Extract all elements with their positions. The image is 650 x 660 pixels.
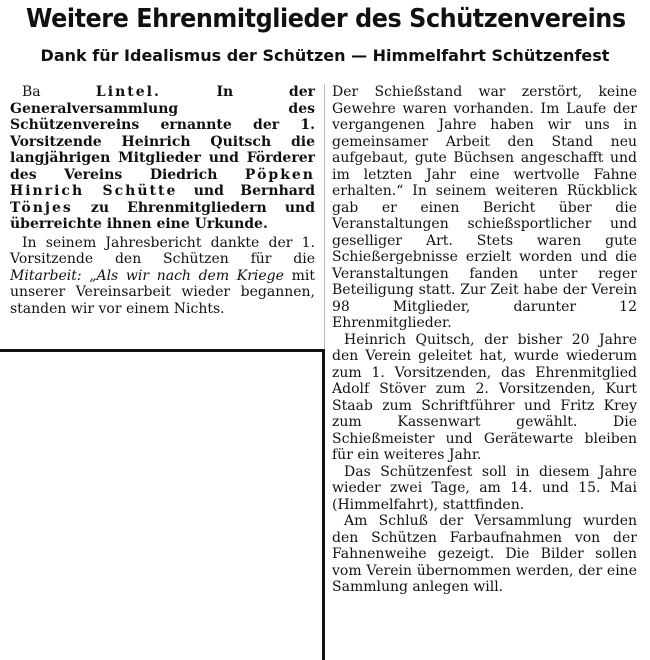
honoree-name-1: Pöpken bbox=[244, 166, 315, 183]
lead-text-b: und Bernhard bbox=[177, 183, 315, 199]
honoree-name-3: Tönjes bbox=[10, 199, 73, 216]
left-column bbox=[10, 84, 315, 317]
lead-text-a: In der Generalversammlung des Schützenvereins ernannte der 1. Vorsitzende Heinrich Quitsch die langjährigen Mitglieder und Förderer des Vereins Diedrich bbox=[10, 84, 315, 183]
left-paragraph-1 bbox=[10, 84, 315, 233]
article-subheadline: Dank für Idealismus der Schützen — Himmelfahrt Schützenfest bbox=[40, 46, 610, 65]
right-paragraph-4: Am Schluß der Versammlung wurden den Schützen Farbaufnahmen von der Fahnenweihe gezeigt. Die Bilder sollen vom Verein übernommen werden, der eine Sammlung anlegen will. bbox=[332, 513, 637, 595]
place-prefix: Ba bbox=[22, 84, 96, 100]
right-paragraph-2: Heinrich Quitsch, der bisher 20 Jahre den Verein geleitet hat, wurde wiederum zum 1. Vorsitzenden, das Ehrenmitglied Adolf Stöver zum 2. Vorsitzenden, Kurt Staab zum Schriftführer und Fritz Krey zum Kassenwart gewählt. Die Schießmeister und Gerätewarte bleiben für ein weiteres Jahr. bbox=[332, 331, 637, 463]
report-quote-start: Mitarbeit: „Als wir nach dem Kriege bbox=[10, 267, 284, 284]
report-text-b: mit unserer Vereinsarbeit wieder begannen, standen wir vor einem Nichts. bbox=[10, 267, 315, 317]
border-vertical-rule bbox=[322, 349, 325, 660]
right-paragraph-3: Das Schützenfest soll in diesem Jahre wieder zwei Tage, am 14. und 15. Mai (Himmelfahrt), stattfinden. bbox=[332, 463, 637, 513]
column-divider bbox=[324, 84, 325, 349]
left-paragraph-2 bbox=[10, 235, 315, 318]
report-text-a: In seinem Jahresbericht dankte der 1. Vorsitzende den Schützen für die bbox=[10, 234, 315, 267]
right-column bbox=[332, 84, 637, 596]
honoree-name-2: Hinrich Schütte bbox=[10, 183, 178, 199]
lead-text-c: zu Ehrenmitgliedern und überreichte ihnen eine Urkunde. bbox=[10, 199, 315, 232]
right-paragraph-1: Der Schießstand war zerstört, keine Gewehre waren vorhanden. Im Laufe der vergangenen Jahre haben wir uns in gemeinsamer Arbeit den Stand neu aufgebaut, gute Büchsen angeschafft und im letzten Jahr eine wertvolle Fahne erhalten.“ In seinem weiteren Rückblick gab er einen Bericht über die Veranstaltungen schießsportlicher und geselliger Art. Stets waren gute Schießergebnisse erzielt worden und die Veranstaltungen fanden unter reger Beteiligung statt. Zur Zeit habe der Verein 98 Mitglieder, darunter 12 Ehrenmitglieder. bbox=[332, 84, 637, 331]
border-horizontal-rule bbox=[0, 349, 324, 352]
article-headline: Weitere Ehrenmitglieder des Schützenvereins bbox=[26, 4, 626, 34]
dateline-place: Lintel. bbox=[95, 84, 161, 100]
